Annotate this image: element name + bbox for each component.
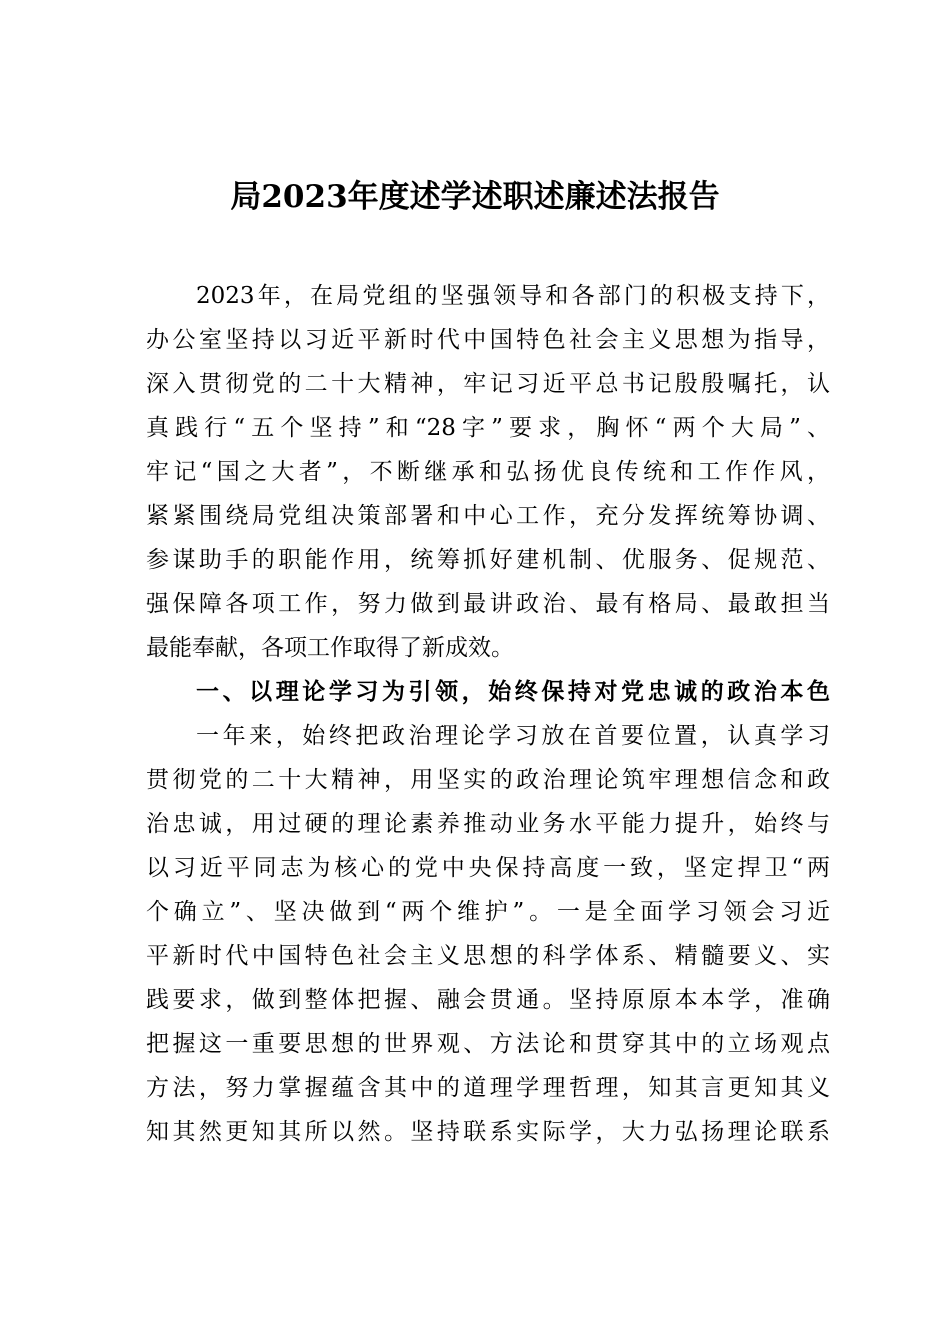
paragraph-line: 参谋助手的职能作用，统筹抓好建机制、优服务、促规范、	[146, 547, 830, 573]
section-heading: 一、以理论学习为引领，始终保持对党忠诚的政治本色	[196, 678, 830, 705]
paragraph-line: 平新时代中国特色社会主义思想的科学体系、精髓要义、实	[146, 943, 830, 969]
paragraph-line: 贯彻党的二十大精神，用坚实的政治理论筑牢理想信念和政	[146, 767, 830, 793]
paragraph-line: 方法，努力掌握蕴含其中的道理学理哲理，知其言更知其义	[146, 1075, 830, 1101]
paragraph-line: 强保障各项工作，努力做到最讲政治、最有格局、最敢担当	[146, 591, 830, 617]
paragraph-line: 牢记“国之大者”，不断继承和弘扬优良传统和工作作风，	[146, 459, 830, 485]
paragraph-line: 紧紧围绕局党组决策部署和中心工作，充分发挥统筹协调、	[146, 503, 830, 529]
paragraph-line: 办公室坚持以习近平新时代中国特色社会主义思想为指导，	[146, 327, 830, 353]
paragraph-line: 深入贯彻党的二十大精神，牢记习近平总书记殷殷嘱托，认	[146, 371, 830, 397]
paragraph-line: 一年来，始终把政治理论学习放在首要位置，认真学习	[196, 723, 830, 749]
paragraph-line: 把握这一重要思想的世界观、方法论和贯穿其中的立场观点	[146, 1031, 830, 1057]
paragraph-line: 知其然更知其所以然。坚持联系实际学，大力弘扬理论联系	[146, 1119, 830, 1145]
paragraph-line: 个确立”、坚决做到“两个维护”。一是全面学习领会习近	[146, 899, 830, 925]
document-body	[146, 274, 830, 1154]
paragraph-line: 最能奉献，各项工作取得了新成效。	[146, 635, 514, 661]
document-title: 局2023年度述学述职述廉述法报告	[230, 179, 720, 215]
paragraph-line: 真践行“五个坚持”和“28字”要求，胸怀“两个大局”、	[146, 415, 830, 441]
paragraph-line: 以习近平同志为核心的党中央保持高度一致，坚定捍卫“两	[146, 855, 830, 881]
paragraph-line: 2023年，在局党组的坚强领导和各部门的积极支持下，	[196, 283, 830, 309]
paragraph-line: 治忠诚，用过硬的理论素养推动业务水平能力提升，始终与	[146, 811, 830, 837]
paragraph-line: 践要求，做到整体把握、融会贯通。坚持原原本本学，准确	[146, 987, 830, 1013]
